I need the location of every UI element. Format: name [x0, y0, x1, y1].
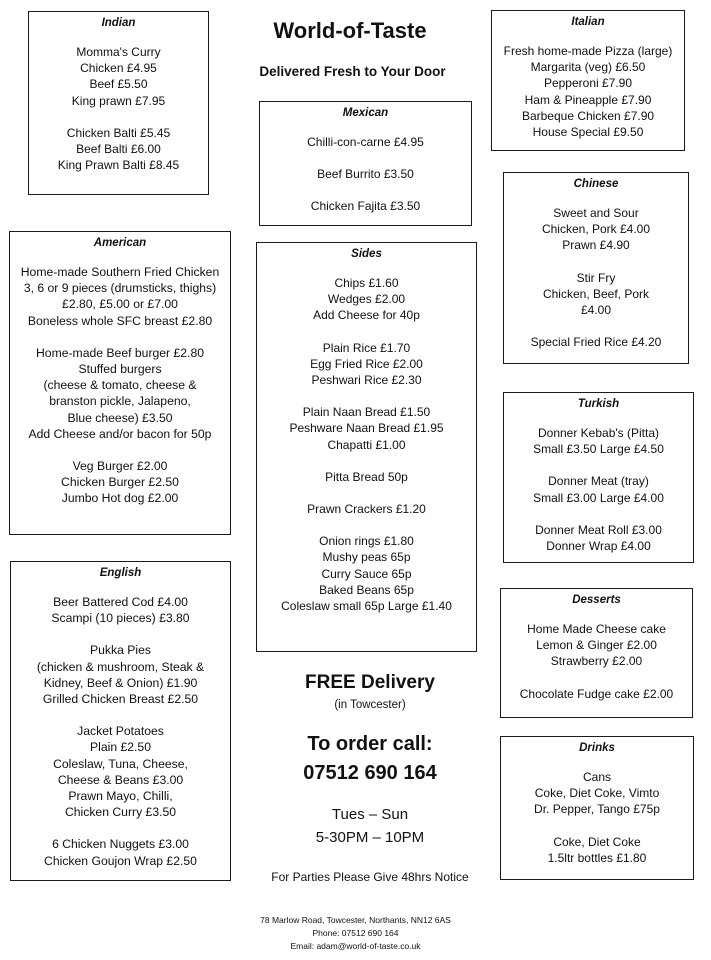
menu-item: King prawn £7.95: [71, 93, 166, 108]
menu-group: [501, 621, 692, 670]
footer-email: Email: adam@world-of-taste.co.uk: [290, 941, 421, 951]
section-title: Drinks: [579, 742, 615, 754]
menu-item: Egg Fried Rice £2.00: [310, 356, 423, 371]
menu-item: Stuffed burgers: [78, 362, 162, 377]
menu-group: [501, 834, 693, 866]
menu-item: Coke, Diet Coke, Vimto: [534, 786, 660, 801]
indian-section: [28, 11, 209, 195]
menu-item: Coleslaw small 65p Large £1.40: [281, 599, 452, 614]
menu-group: [504, 425, 693, 457]
menu-item: Jacket Potatoes: [77, 724, 164, 739]
menu-item: £2.80, £5.00 or £7.00: [62, 297, 178, 312]
menu-item: Chips £1.60: [334, 276, 399, 290]
menu-item: Chicken Balti £5.45: [66, 125, 171, 140]
menu-item: Plain £2.50: [90, 740, 151, 755]
menu-item: Pitta Bread 50p: [325, 469, 408, 484]
menu-item: Grilled Chicken Breast £2.50: [42, 692, 199, 707]
menu-group: [260, 198, 471, 214]
menu-item: Chicken Goujon Wrap £2.50: [44, 853, 197, 868]
section-title: Turkish: [577, 398, 620, 410]
menu-item: Margarita (veg) £6.50: [530, 60, 646, 75]
menu-item: Add Cheese and/or bacon for 50p: [28, 426, 212, 441]
menu-group: [257, 275, 476, 324]
menu-item: (cheese & tomato, cheese &: [43, 378, 197, 393]
menu-item: (chicken & mushroom, Steak &: [36, 659, 205, 674]
menu-item: Stir Fry: [576, 270, 616, 285]
footer-address: 78 Marlow Road, Towcester, Northants, NN12 6AS: [260, 915, 451, 925]
section-title: American: [93, 237, 147, 249]
menu-item: 6 Chicken Nuggets £3.00: [52, 837, 189, 852]
menu-item: Chocolate Fudge cake £2.00: [519, 686, 674, 701]
menu-group: [257, 501, 476, 517]
menu-item: Donner Meat (tray): [548, 474, 649, 489]
menu-item: Wedges £2.00: [327, 292, 406, 307]
menu-item: Veg Burger £2.00: [72, 459, 168, 474]
menu-item: Mushy peas 65p: [322, 550, 411, 565]
menu-item: Pukka Pies: [90, 643, 151, 658]
menu-item: £4.00: [580, 303, 612, 318]
menu-subtitle: Delivered Fresh to Your Door: [259, 64, 446, 79]
american-section: [9, 231, 231, 535]
english-section: [10, 561, 231, 881]
menu-item: Special Fried Rice £4.20: [530, 335, 662, 350]
menu-item: Chapatti £1.00: [327, 437, 406, 452]
menu-item: Curry Sauce 65p: [321, 566, 412, 581]
free-delivery-heading: FREE Delivery: [305, 672, 435, 693]
parties-notice: For Parties Please Give 48hrs Notice: [271, 870, 469, 884]
menu-item: Chicken Fajita £3.50: [310, 199, 421, 214]
menu-item: Strawberry £2.00: [550, 654, 643, 669]
menu-item: Add Cheese for 40p: [313, 308, 420, 323]
menu-item: Chicken Burger £2.50: [61, 475, 179, 490]
menu-group: [10, 264, 230, 329]
menu-item: Baked Beans 65p: [319, 582, 414, 597]
menu-item: Jumbo Hot dog £2.00: [61, 491, 179, 506]
menu-item: Small £3.00 Large £4.00: [533, 490, 664, 505]
chinese-section: [503, 172, 689, 364]
menu-group: [504, 473, 693, 505]
menu-item: Chilli-con-carne £4.95: [307, 135, 424, 149]
section-title: English: [99, 567, 142, 579]
menu-item: Sweet and Sour: [553, 206, 639, 220]
menu-item: Prawn £4.90: [562, 238, 630, 253]
menu-item: Home-made Beef burger £2.80: [35, 345, 204, 360]
menu-item: Donner Meat Roll £3.00: [535, 522, 662, 537]
section-title: Mexican: [342, 107, 389, 119]
order-phone-number: 07512 690 164: [303, 762, 437, 784]
menu-item: Small £3.50 Large £4.50: [533, 442, 664, 457]
section-title: Italian: [571, 16, 605, 28]
menu-group: [29, 125, 208, 174]
menu-item: Cheese & Beans £3.00: [57, 772, 184, 787]
section-title: Indian: [101, 17, 136, 29]
menu-item: Prawn Mayo, Chilli,: [68, 789, 173, 804]
opening-days: Tues – Sun: [331, 806, 409, 823]
menu-item: Chicken, Pork £4.00: [541, 222, 651, 237]
menu-item: Prawn Crackers £1.20: [307, 502, 426, 517]
menu-group: [501, 686, 692, 702]
menu-item: Fresh home-made Pizza (large): [503, 44, 673, 58]
menu-item: Onion rings £1.80: [319, 534, 414, 549]
menu-item: Coleslaw, Tuna, Cheese,: [53, 756, 188, 771]
menu-group: [11, 642, 230, 707]
menu-group: [11, 836, 230, 868]
menu-item: Coke, Diet Coke: [553, 834, 641, 849]
menu-group: [257, 404, 476, 453]
menu-item: Lemon & Ginger £2.00: [536, 638, 657, 653]
menu-item: Home Made Cheese cake: [527, 622, 666, 636]
menu-item: Ham & Pineapple £7.90: [524, 92, 652, 107]
sides-section: [256, 242, 477, 652]
section-title: Desserts: [572, 594, 621, 606]
menu-item: House Special £9.50: [532, 125, 644, 140]
drinks-section: [500, 736, 694, 880]
turkish-section: [503, 392, 694, 563]
menu-title: World-of-Taste: [273, 18, 427, 43]
menu-item: 1.5ltr bottles £1.80: [547, 850, 647, 865]
mexican-section: [259, 101, 472, 226]
desserts-section: [500, 588, 693, 718]
menu-group: [260, 134, 471, 150]
menu-group: [504, 522, 693, 554]
footer-phone: Phone: 07512 690 164: [312, 928, 399, 938]
menu-item: Barbeque Chicken £7.90: [521, 108, 655, 123]
menu-item: 3, 6 or 9 pieces (drumsticks, thighs): [23, 281, 217, 296]
menu-group: [504, 270, 688, 319]
opening-hours: 5-30PM – 10PM: [315, 829, 425, 846]
menu-item: Scampi (10 pieces) £3.80: [51, 611, 190, 626]
menu-item: Plain Naan Bread £1.50: [302, 405, 431, 420]
order-call-label: To order call:: [307, 733, 433, 755]
menu-item: Momma's Curry: [76, 45, 161, 59]
menu-group: [11, 594, 230, 626]
menu-item: Chicken, Beef, Pork: [542, 286, 650, 301]
menu-item: Beef Balti £6.00: [76, 142, 161, 157]
menu-group: [257, 340, 476, 389]
menu-item: Dr. Pepper, Tango £75p: [534, 802, 660, 817]
menu-group: [11, 723, 230, 820]
menu-item: Plain Rice £1.70: [322, 340, 411, 355]
menu-item: Beef Burrito £3.50: [317, 167, 414, 182]
menu-group: [501, 769, 693, 818]
menu-group: [492, 43, 684, 140]
menu-group: [29, 44, 208, 109]
menu-group: [257, 533, 476, 614]
menu-item: Home-made Southern Fried Chicken: [20, 265, 220, 279]
menu-item: Peshware Naan Bread £1.95: [289, 421, 444, 436]
section-title: Chinese: [573, 178, 619, 190]
menu-item: Beef £5.50: [89, 77, 148, 92]
menu-item: King Prawn Balti £8.45: [57, 158, 180, 173]
menu-group: [257, 469, 476, 485]
menu-item: Beer Battered Cod £4.00: [53, 595, 188, 609]
menu-group: [260, 166, 471, 182]
menu-item: Peshwari Rice £2.30: [311, 373, 422, 388]
menu-group: [504, 334, 688, 350]
menu-item: Pepperoni £7.90: [543, 76, 633, 91]
menu-item: Boneless whole SFC breast £2.80: [27, 313, 213, 328]
menu-item: Blue cheese) £3.50: [67, 410, 173, 425]
menu-item: Donner Wrap £4.00: [546, 539, 651, 554]
section-title: Sides: [351, 248, 382, 260]
menu-group: [10, 458, 230, 507]
menu-group: [504, 205, 688, 254]
menu-item: Donner Kebab's (Pitta): [537, 426, 660, 440]
menu-item: branston pickle, Jalapeno,: [49, 394, 191, 409]
italian-section: [491, 10, 685, 151]
menu-item: Chicken Curry £3.50: [64, 805, 177, 820]
menu-item: Cans: [582, 770, 611, 784]
delivery-area-note: (in Towcester): [334, 699, 406, 711]
menu-item: Chicken £4.95: [80, 61, 157, 76]
menu-group: [10, 345, 230, 442]
menu-item: Kidney, Beef & Onion) £1.90: [43, 675, 198, 690]
